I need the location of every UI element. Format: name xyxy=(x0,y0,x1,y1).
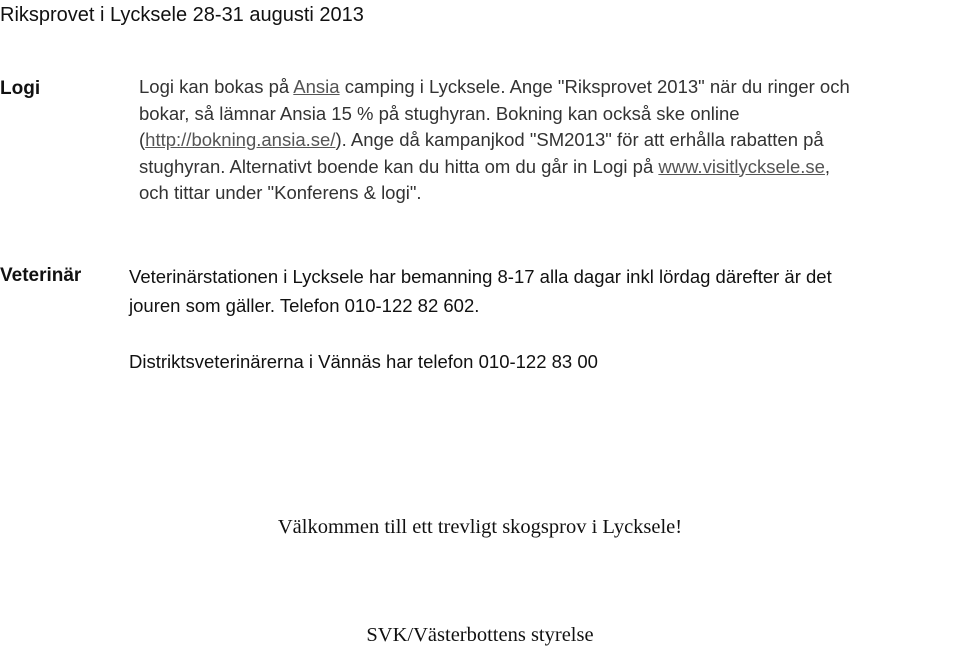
welcome-message: Välkommen till ett trevligt skogsprov i Lycksele! xyxy=(277,516,683,538)
logi-heading: Logi xyxy=(0,78,41,99)
veterinar-line-1: Veterinärstationen i Lycksele har bemanning 8-17 alla dagar inkl lördag därefter är det xyxy=(129,266,832,287)
logi-text-1b: camping i Lycksele. Ange "Riksprovet 2013" när du ringer och xyxy=(339,76,850,97)
veterinar-heading: Veterinär xyxy=(0,265,82,286)
logi-line-3 xyxy=(139,127,960,154)
page-title: Riksprovet i Lycksele 28-31 augusti 2013 xyxy=(0,4,364,26)
logi-line-2: bokar, så lämnar Ansia 15 % på stughyran. Bokning kan också ske online xyxy=(139,102,740,124)
veterinar-paragraph-2 xyxy=(129,347,954,376)
logi-line-4 xyxy=(139,154,960,181)
veterinar-paragraph xyxy=(129,262,954,320)
logi-text-4a: stughyran. Alternativt boende kan du hitta om du går in Logi på xyxy=(139,155,659,177)
logi-text-3b: ). Ange då kampanjkod "SM2013" för att erhålla rabatten på xyxy=(335,129,824,150)
ansia-link[interactable]: Ansia xyxy=(293,76,340,97)
logi-text-4b: , xyxy=(824,155,831,177)
signature: SVK/Västerbottens styrelse xyxy=(366,624,594,646)
veterinar-line-3: Distriktsveterinärerna i Vännäs har telefon 010-122 83 00 xyxy=(129,351,598,372)
logi-paragraph xyxy=(139,74,960,207)
visitlycksele-link[interactable]: www.visitlycksele.se xyxy=(658,155,825,177)
bokning-link[interactable]: http://bokning.ansia.se/ xyxy=(145,129,336,150)
logi-text-1a: Logi kan bokas på xyxy=(139,76,294,97)
logi-text-3a: ( xyxy=(139,129,146,150)
logi-line-5: och tittar under "Konferens & logi". xyxy=(139,182,422,203)
veterinar-line-2: jouren som gäller. Telefon 010-122 82 602. xyxy=(129,295,480,316)
logi-line-1 xyxy=(139,74,960,101)
